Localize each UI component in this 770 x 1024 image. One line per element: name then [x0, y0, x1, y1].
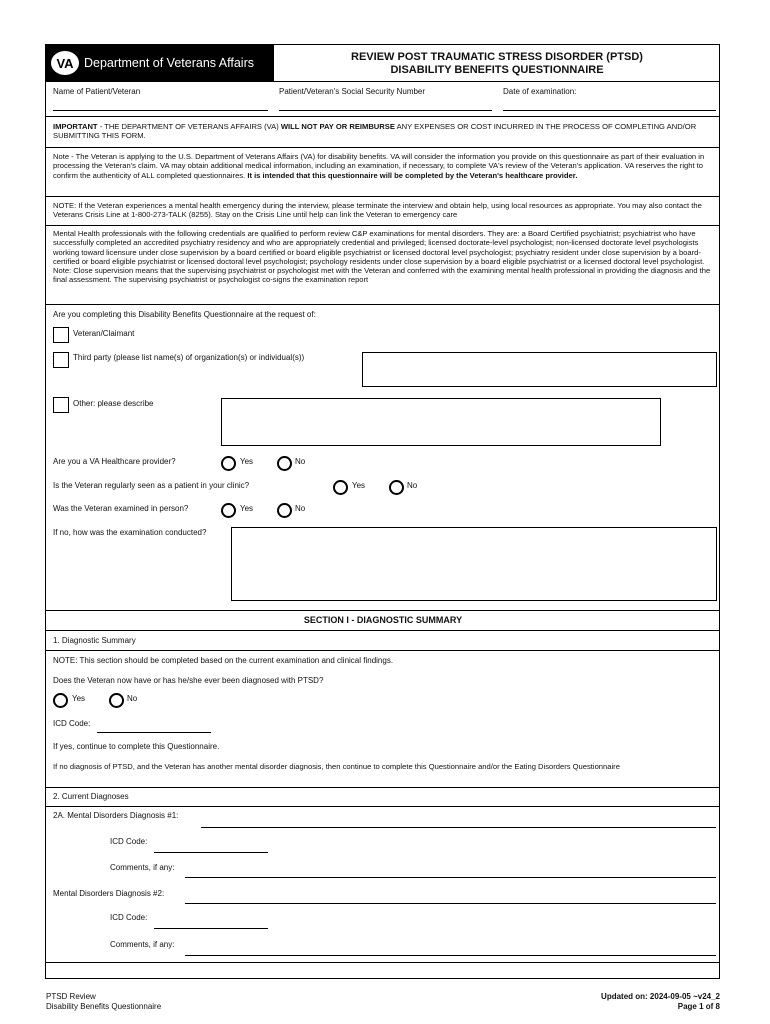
if-no-instruction: If no diagnosis of PTSD, and the Veteran has another mental disorder diagnosis, then continue to complete this Questionnaire and/or the Eating Disorders Questionnaire — [53, 762, 620, 771]
third-party-textbox[interactable] — [362, 352, 717, 387]
divider — [46, 650, 720, 651]
divider — [46, 196, 720, 197]
section-1-note: NOTE: This section should be completed based on the current examination and clinical findings. — [53, 656, 394, 665]
credentials-note: Mental Health professionals with the following credentials are qualified to perform review C&P examinations for mental disorders. They are: a Board Certified psychiatrist; psychiatrist who have successfully completed an accredited psychiatry residency and who are appropriately credential and privileged; licensed doctorate-level psychologist; non-licensed doctorate level psychologists working toward licensure under close supervision by a board certified or board eligible psychiatrist or licensed doctoral level psychologist; psychiatry resident under close supervision by a board-certified or board eligible psychiatrist or licensed doctoral level psychologist; psychology residents under close supervision by a board eligible psychiatrist or a licensed doctoral level psychologist. Note: Close supervision means that the supervising psychiatrist or psychologist met with the Veteran and conferred with the examining mental health professional in providing the diagnosis and the final assessment. The supervising psychiatrist or psychologist co-signs the examination report — [53, 229, 711, 285]
divider — [46, 962, 720, 963]
va-provider-no-label: No — [295, 457, 306, 466]
footer-updated: Updated on: 2024-09-05 ~v24_2 — [601, 992, 720, 1001]
in-person-yes-label: Yes — [240, 504, 254, 513]
va-provider-yes-label: Yes — [240, 457, 254, 466]
emergency-note: NOTE: If the Veteran experiences a mental health emergency during the interview, please terminate the interview and obtain help, using local resources as appropriate. You may also contact the Veterans Crisis Line at 1-800-273-TALK (8255). Stay on the Crisis Line until help can link the Veteran to emergency care — [53, 201, 702, 220]
form-title-line2: DISABILITY BENEFITS QUESTIONNAIRE — [390, 64, 604, 76]
diagnosis-1-comments-label: Comments, if any: — [110, 863, 175, 872]
exam-date-label: Date of examination: — [503, 87, 577, 96]
divider — [46, 304, 720, 305]
diagnosis-2-field[interactable] — [185, 903, 716, 904]
veteran-note: Note - The Veteran is applying to the U.S. Department of Veterans Affairs (VA) for disability benefits. VA will consider the information you provide on this questionnaire as part of their evaluation in processing the Veteran's claim. VA may obtain additional medical information, including an examination, if necessary, to complete VA's review of the Veteran's application. VA reserves the right to confirm the authenticity of ALL completed questionnaires. It is intended that this questionnaire will be completed by the Veteran's healthcare provider. — [53, 152, 705, 180]
icd-code-field[interactable] — [97, 732, 211, 733]
ptsd-yes-label: Yes — [72, 694, 86, 703]
diagnosis-1-icd-field[interactable] — [154, 852, 268, 853]
veteran-claimant-label: Veteran/Claimant — [73, 329, 135, 338]
exam-date-field[interactable] — [503, 110, 716, 111]
in-person-no-radio[interactable] — [277, 503, 292, 518]
footer-page-number: Page 1 of 8 — [677, 1002, 720, 1011]
va-provider-no-radio[interactable] — [277, 456, 292, 471]
exam-method-question: If no, how was the examination conducted? — [53, 528, 207, 537]
section-1-title: SECTION I - DIAGNOSTIC SUMMARY — [303, 615, 463, 625]
ssn-label: Patient/Veteran's Social Security Number — [279, 87, 426, 96]
form-title-line1: REVIEW POST TRAUMATIC STRESS DISORDER (PTSD) — [351, 51, 643, 63]
regular-patient-no-radio[interactable] — [389, 480, 404, 495]
divider — [46, 610, 720, 611]
diagnosis-1-icd-label: ICD Code: — [110, 837, 148, 846]
diagnosis-1-label: 2A. Mental Disorders Diagnosis #1: — [53, 811, 179, 820]
diagnosis-1-comments-field[interactable] — [185, 877, 716, 878]
other-label: Other: please describe — [73, 399, 154, 408]
diagnosis-2-comments-label: Comments, if any: — [110, 940, 175, 949]
footer-form-subtitle: Disability Benefits Questionnaire — [46, 1002, 162, 1011]
icd-code-label: ICD Code: — [53, 719, 91, 728]
regular-patient-no-label: No — [407, 481, 418, 490]
request-question: Are you completing this Disability Benefits Questionnaire at the request of: — [53, 310, 316, 319]
diagnosis-2-icd-field[interactable] — [154, 928, 268, 929]
diagnosis-1-field[interactable] — [201, 827, 716, 828]
if-yes-instruction: If yes, continue to complete this Questionnaire. — [53, 742, 220, 751]
third-party-checkbox[interactable] — [53, 352, 69, 368]
footer-form-name: PTSD Review — [46, 992, 96, 1001]
in-person-no-label: No — [295, 504, 306, 513]
patient-name-field[interactable] — [53, 110, 268, 111]
ptsd-diagnosis-question: Does the Veteran now have or has he/she ever been diagnosed with PTSD? — [53, 676, 324, 685]
divider — [46, 787, 720, 788]
ptsd-no-radio[interactable] — [109, 693, 124, 708]
divider — [46, 147, 720, 148]
important-notice: IMPORTANT - THE DEPARTMENT OF VETERANS AFFAIRS (VA) WILL NOT PAY OR REIMBURSE ANY EXPENSES OR COST INCURRED IN THE PROCESS OF COMPLETING AND/OR SUBMITTING THIS FORM. — [53, 122, 697, 141]
ssn-field[interactable] — [279, 110, 492, 111]
exam-method-textbox[interactable] — [231, 527, 717, 601]
divider — [46, 806, 720, 807]
diagnostic-summary-heading: 1. Diagnostic Summary — [53, 636, 136, 645]
va-provider-question: Are you a VA Healthcare provider? — [53, 457, 176, 466]
svg-text:VA: VA — [56, 56, 74, 71]
va-provider-yes-radio[interactable] — [221, 456, 236, 471]
ptsd-yes-radio[interactable] — [53, 693, 68, 708]
in-person-question: Was the Veteran examined in person? — [53, 504, 189, 513]
veteran-claimant-checkbox[interactable] — [53, 327, 69, 343]
regular-patient-question: Is the Veteran regularly seen as a patient in your clinic? — [53, 481, 250, 490]
va-logo-icon — [50, 50, 80, 76]
divider — [46, 225, 720, 226]
divider — [46, 630, 720, 631]
current-diagnoses-heading: 2. Current Diagnoses — [53, 792, 129, 801]
agency-name: Department of Veterans Affairs — [84, 56, 255, 70]
in-person-yes-radio[interactable] — [221, 503, 236, 518]
diagnosis-2-comments-field[interactable] — [185, 955, 716, 956]
third-party-label: Third party (please list name(s) of organization(s) or individual(s)) — [73, 353, 305, 362]
other-checkbox[interactable] — [53, 397, 69, 413]
ptsd-no-label: No — [127, 694, 138, 703]
other-description-textbox[interactable] — [221, 398, 661, 446]
regular-patient-yes-radio[interactable] — [333, 480, 348, 495]
diagnosis-2-icd-label: ICD Code: — [110, 913, 148, 922]
patient-name-label: Name of Patient/Veteran — [53, 87, 141, 96]
regular-patient-yes-label: Yes — [352, 481, 366, 490]
diagnosis-2-label: Mental Disorders Diagnosis #2: — [53, 889, 165, 898]
divider — [46, 116, 720, 117]
divider — [46, 81, 720, 82]
